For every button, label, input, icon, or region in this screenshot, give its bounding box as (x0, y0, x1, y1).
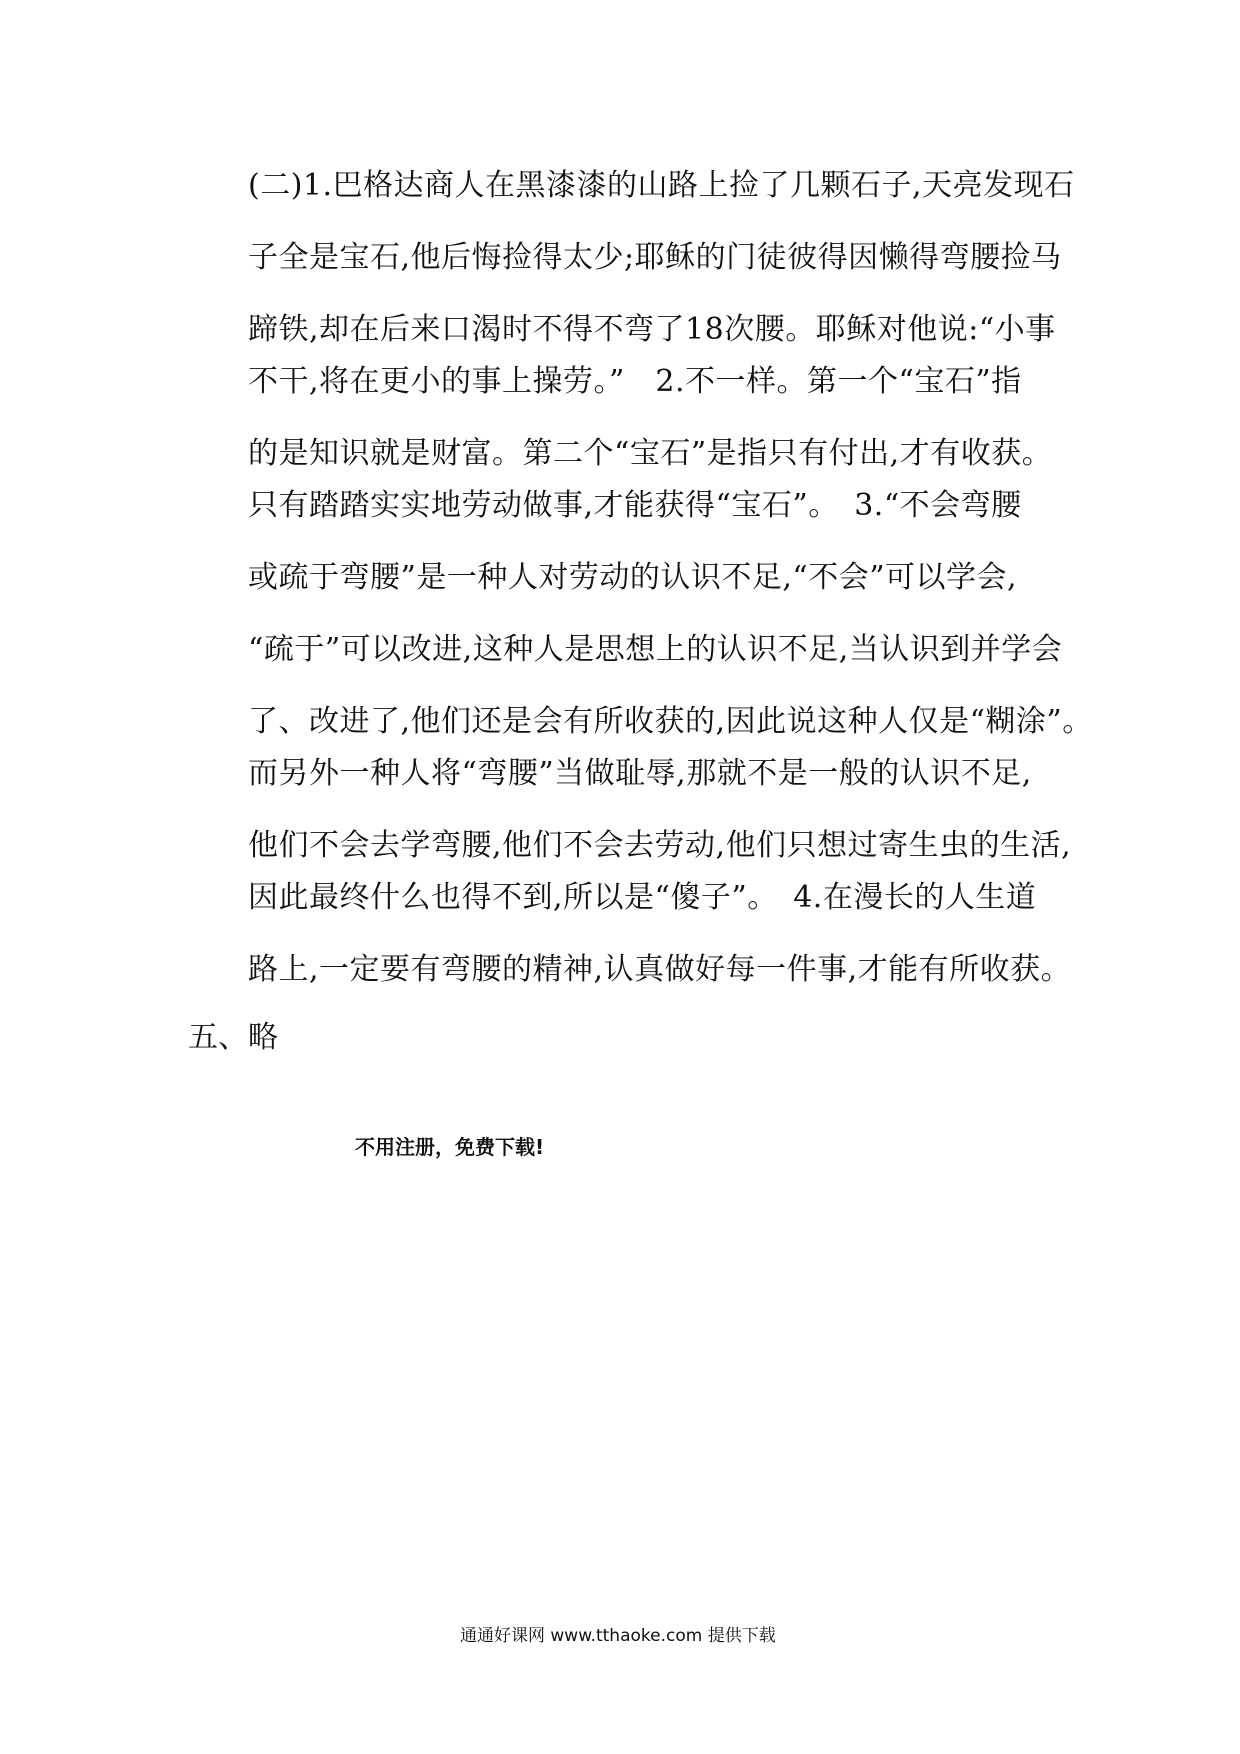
answer-line-1: (二)1.巴格达商人在黑漆漆的山路上捡了几颗石子,天亮发现石 (248, 168, 1075, 203)
answer-line-11: 他们不会去学弯腰,他们不会去劳动,他们只想过寄生虫的生活, (248, 828, 1072, 863)
answer-line-12: 因此最终什么也得不到,所以是“傻子”。 4.在漫长的人生道 (248, 880, 1037, 915)
answer-line-9: 了、改进了,他们还是会有所收获的,因此说这种人仅是“糊涂”。 (248, 704, 1093, 739)
answer-line-2: 子全是宝石,他后悔捡得太少;耶稣的门徒彼得因懒得弯腰捡马 (248, 240, 1062, 275)
answer-line-6: 只有踏踏实实地劳动做事,才能获得“宝石”。 3.“不会弯腰 (248, 488, 1022, 523)
answer-line-7: 或疏于弯腰”是一种人对劳动的认识不足,“不会”可以学会, (248, 560, 1018, 595)
answer-line-3: 蹄铁,却在后来口渴时不得不弯了18次腰。耶稣对他说:“小事 (248, 312, 1056, 347)
answer-line-5: 的是知识就是财富。第二个“宝石”是指只有付出,才有收获。 (248, 436, 1053, 471)
answer-line-4: 不干,将在更小的事上操劳。” 2.不一样。第一个“宝石”指 (248, 364, 1022, 399)
section-five-heading: 五、略 (188, 1020, 278, 1055)
footer-credit: 通通好课网 www.tthaoke.com 提供下载 (460, 1626, 776, 1646)
answer-line-8: “疏于”可以改进,这种人是思想上的认识不足,当认识到并学会 (248, 632, 1063, 667)
answer-line-10: 而另外一种人将“弯腰”当做耻辱,那就不是一般的认识不足, (248, 756, 1032, 791)
answer-line-13: 路上,一定要有弯腰的精神,认真做好每一件事,才能有所收获。 (248, 952, 1072, 987)
promo-text: 不用注册，免费下载! (355, 1135, 545, 1159)
